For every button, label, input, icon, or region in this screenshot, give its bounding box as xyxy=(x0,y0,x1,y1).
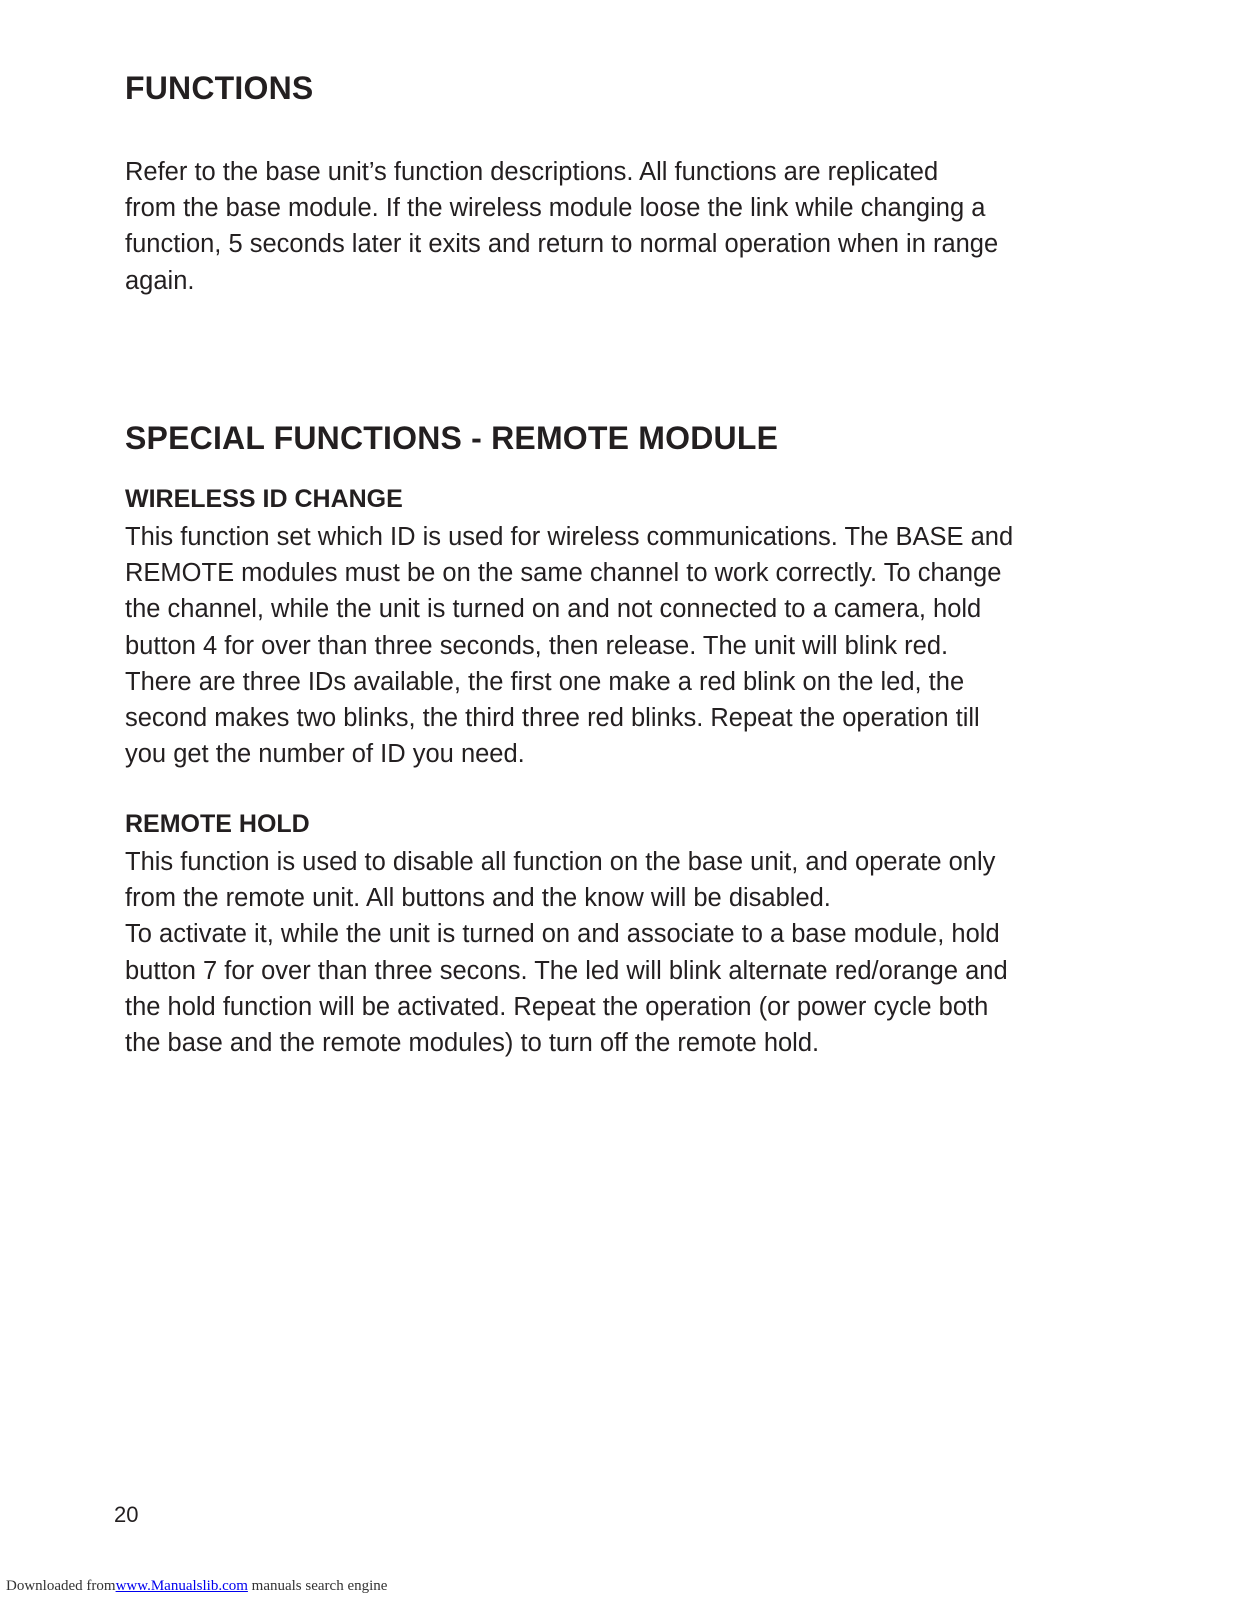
text-line: This function is used to disable all function on the base unit, and operate only xyxy=(125,848,996,876)
special-functions-title: SPECIAL FUNCTIONS - REMOTE MODULE xyxy=(125,420,779,456)
text-line: REMOTE modules must be on the same channel to work correctly. To change xyxy=(125,559,1002,588)
text-line: button 7 for over than three secons. The led will blink alternate red/orange and xyxy=(125,956,1008,985)
text-line: again. xyxy=(125,266,195,295)
text-line: from the remote unit. All buttons and the know will be disabled. xyxy=(125,884,831,913)
text-line: the hold function will be activated. Repeat the operation (or power cycle both xyxy=(125,992,989,1021)
text-line: There are three IDs available, the first one make a red blink on the led, the xyxy=(125,667,965,696)
functions-paragraph xyxy=(125,154,998,299)
text-line: the base and the remote modules) to turn off the remote hold. xyxy=(125,1029,820,1058)
text-line: the channel, while the unit is turned on and not connected to a camera, hold xyxy=(125,595,982,624)
text-line: from the base module. If the wireless module loose the link while changing a xyxy=(125,194,986,223)
text-line: second makes two blinks, the third three red blinks. Repeat the operation till xyxy=(125,704,980,733)
remote-hold-heading: REMOTE HOLD xyxy=(125,810,310,838)
text-line: To activate it, while the unit is turned on and associate to a base module, hold xyxy=(125,920,1000,949)
functions-title: FUNCTIONS xyxy=(125,70,314,106)
text-line: button 4 for over than three seconds, then release. The unit will blink red. xyxy=(125,631,949,660)
wireless-id-change-heading: WIRELESS ID CHANGE xyxy=(125,485,403,513)
footer-prefix: Downloaded from xyxy=(6,1578,116,1594)
text-line: Refer to the base unit’s function descriptions. All functions are replicated xyxy=(125,158,939,186)
text-line: This function set which ID is used for wireless communications. The BASE and xyxy=(125,523,1014,551)
page-number: 20 xyxy=(114,1502,139,1527)
wireless-id-change-paragraph xyxy=(125,519,1013,772)
manualslib-link[interactable]: www.Manualslib.com xyxy=(115,1578,248,1594)
text-line: you get the number of ID you need. xyxy=(125,740,525,769)
download-footer xyxy=(6,1578,387,1595)
footer-suffix: manuals search engine xyxy=(247,1578,388,1594)
remote-hold-paragraph xyxy=(125,844,1008,1061)
text-line: function, 5 seconds later it exits and return to normal operation when in range xyxy=(125,230,999,259)
